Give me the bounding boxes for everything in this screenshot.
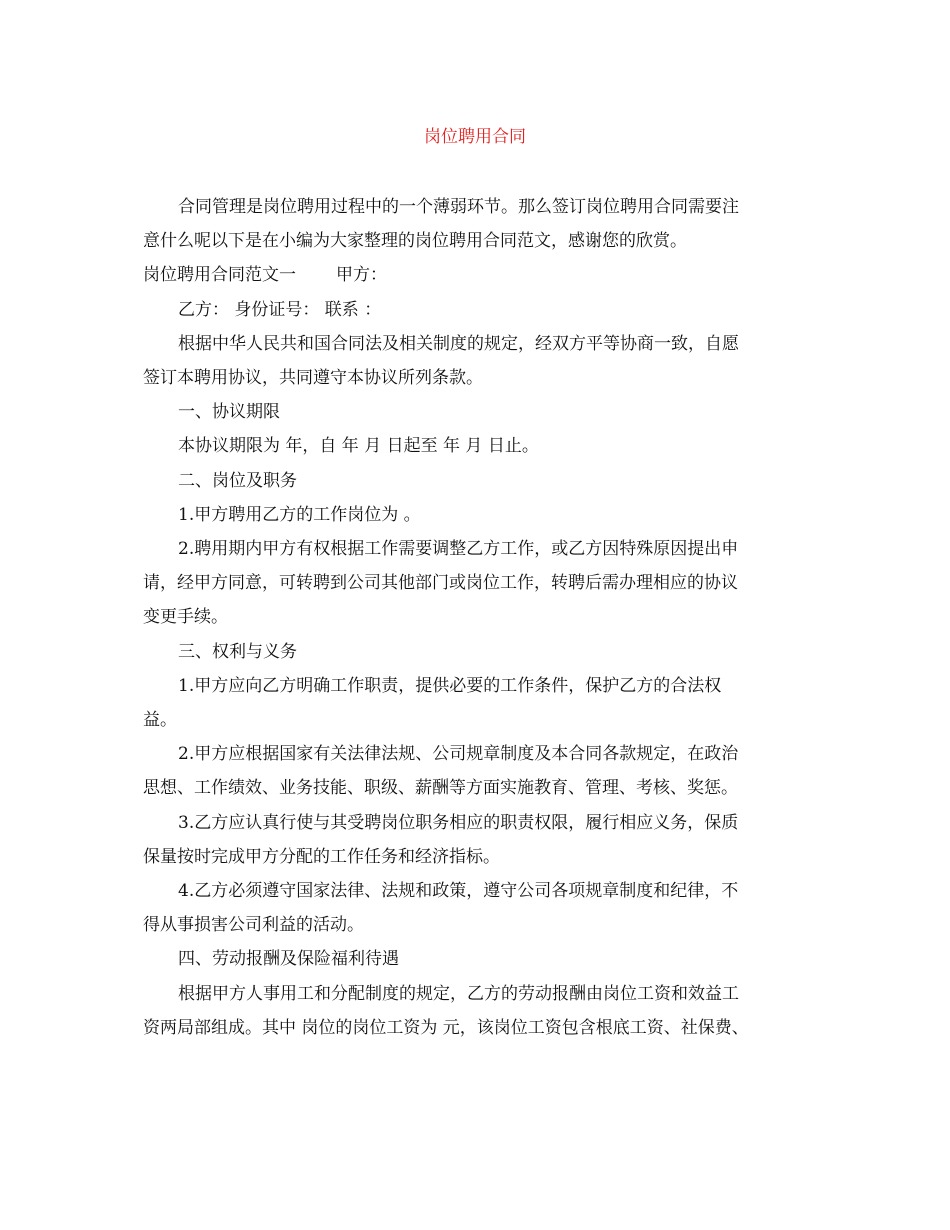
document-title: 岗位聘用合同 [424, 127, 526, 147]
paragraph-line: 本协议期限为 年，自 年 月 日起至 年 月 日止。 [178, 436, 539, 457]
paragraph-line: 2.甲方应根据国家有关法律法规、公司规章制度及本合同各款规定，在政治 [178, 744, 739, 765]
party-a-label: 甲方： [336, 265, 387, 286]
document-body [143, 190, 807, 1045]
paragraph-line: 根据甲方人事用工和分配制度的规定，乙方的劳动报酬由岗位工资和效益工 [178, 983, 739, 1004]
paragraph-line: 4.乙方必须遵守国家法律、法规和政策，遵守公司各项规章制度和纪律，不 [178, 881, 739, 902]
paragraph-line: 签订本聘用协议，共同遵守本协议所列条款。 [143, 368, 483, 389]
paragraph-line: 2.聘用期内甲方有权根据工作需要调整乙方工作，或乙方因特殊原因提出申 [178, 539, 739, 560]
paragraph-line: 根据中华人民共和国合同法及相关制度的规定，经双方平等协商一致，自愿 [178, 333, 739, 354]
paragraph-line: 意什么呢以下是在小编为大家整理的岗位聘用合同范文，感谢您的欣赏。 [143, 231, 687, 252]
paragraph-line: 得从事损害公司利益的活动。 [143, 915, 364, 936]
section-heading: 四、劳动报酬及保险福利待遇 [178, 949, 399, 970]
paragraph-line: 合同管理是岗位聘用过程中的一个薄弱环节。那么签订岗位聘用合同需要注 [178, 197, 739, 217]
paragraph-line: 请，经甲方同意，可转聘到公司其他部门或岗位工作，转聘后需办理相应的协议 [143, 573, 738, 594]
sample-heading: 岗位聘用合同范文一 [143, 265, 296, 286]
paragraph-line: 保量按时完成甲方分配的工作任务和经济指标。 [143, 846, 500, 867]
paragraph-line: 益。 [143, 710, 177, 731]
section-heading: 一、协议期限 [178, 402, 280, 423]
paragraph-line: 资两局部组成。其中 岗位的岗位工资为 元，该岗位工资包含根底工资、社保费、 [143, 1017, 749, 1038]
paragraph-line: 3.乙方应认真行使与其受聘岗位职务相应的职责权限，履行相应义务，保质 [178, 812, 739, 833]
section-heading: 二、岗位及职务 [178, 470, 297, 491]
sample-heading-line [143, 258, 807, 292]
paragraph-line: 乙方： 身份证号： 联系 ： [178, 299, 382, 320]
paragraph-line: 1.甲方应向乙方明确工作职责，提供必要的工作条件，保护乙方的合法权 [178, 675, 722, 696]
paragraph-line: 1.甲方聘用乙方的工作岗位为 。 [178, 504, 421, 525]
section-heading: 三、权利与义务 [178, 641, 297, 662]
paragraph-line: 变更手续。 [143, 607, 228, 628]
paragraph-line: 思想、工作绩效、业务技能、职级、薪酬等方面实施教育、管理、考核、奖惩。 [143, 778, 738, 799]
